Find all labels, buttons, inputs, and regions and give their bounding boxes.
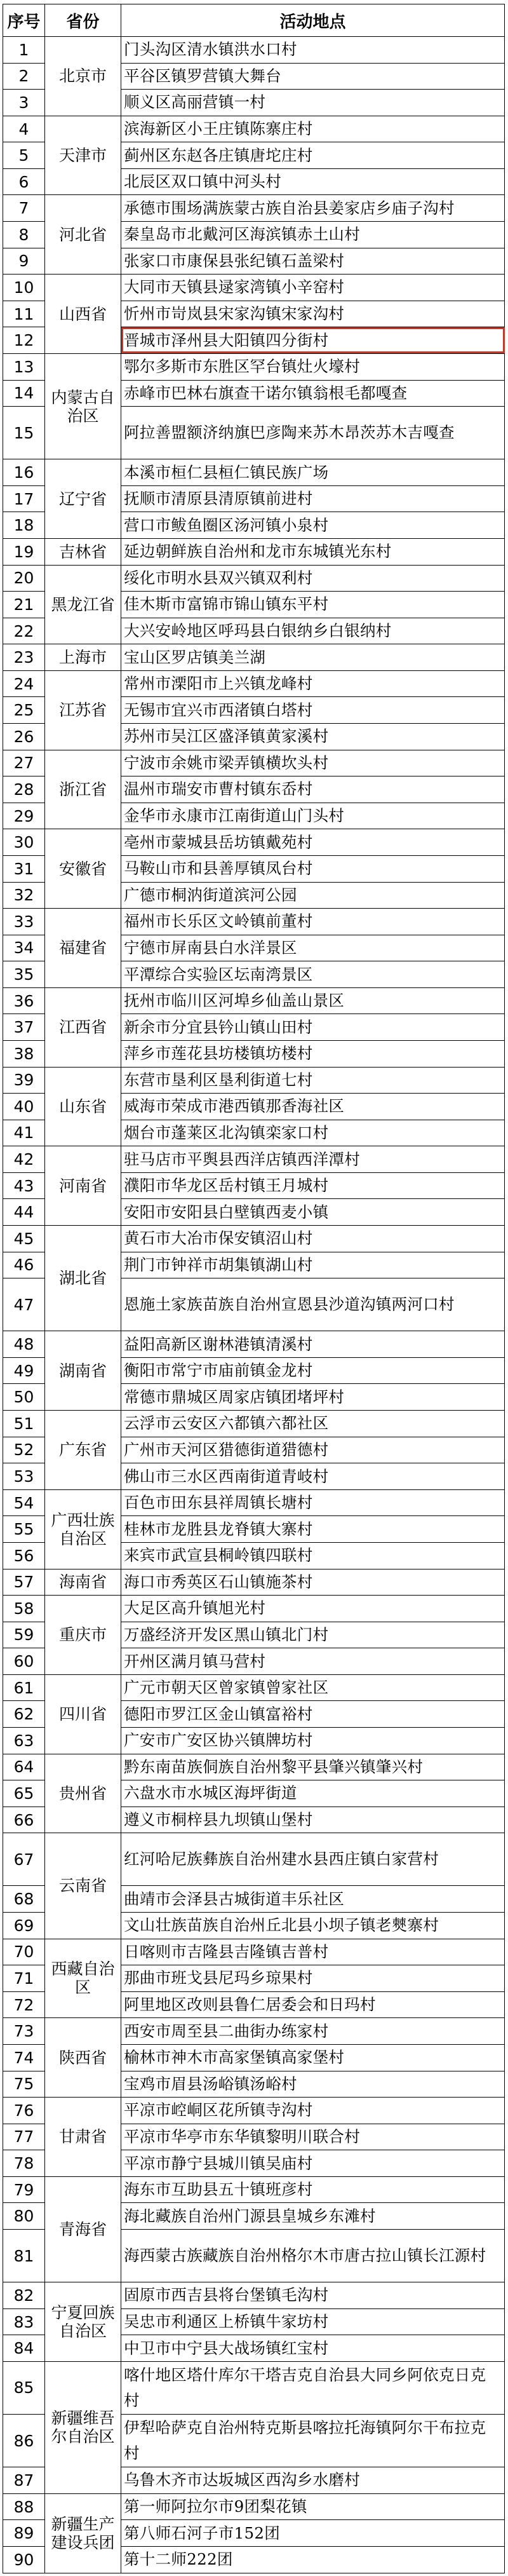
location-cell: 六盘水市水城区海坪街道 — [121, 1780, 505, 1807]
row-number: 37 — [3, 1014, 45, 1041]
table-row — [3, 750, 505, 776]
row-number: 77 — [3, 2124, 45, 2150]
location-cell: 马鞍山市和县善厚镇凤台村 — [121, 855, 505, 882]
location-cell: 大足区高升镇旭光村 — [121, 1596, 505, 1622]
row-number: 51 — [3, 1411, 45, 1437]
table-row — [3, 1596, 505, 1622]
location-cell: 广德市桐汭街道滨河公园 — [121, 882, 505, 909]
row-number: 69 — [3, 1913, 45, 1939]
table-row — [3, 2098, 505, 2124]
row-number: 8 — [3, 222, 45, 248]
location-cell: 亳州市蒙城县岳坊镇戴苑村 — [121, 829, 505, 856]
location-cell: 万盛经济开发区黑山镇北门村 — [121, 1622, 505, 1648]
location-cell: 云浮市云安区六都镇六都社区 — [121, 1411, 505, 1437]
row-number: 66 — [3, 1807, 45, 1833]
location-cell: 金华市永康市江南街道山门头村 — [121, 803, 505, 829]
location-cell: 黄石市大冶市保安镇沼山村 — [121, 1226, 505, 1252]
location-cell: 第八师石河子市152团 — [121, 2520, 505, 2547]
row-number: 29 — [3, 803, 45, 829]
table-row — [3, 1754, 505, 1780]
row-number: 32 — [3, 882, 45, 909]
location-cell: 赤峰市巴林右旗查干诺尔镇翁根毛都嘎查 — [121, 380, 505, 407]
province-cell: 山西省 — [45, 275, 121, 354]
row-number: 35 — [3, 961, 45, 988]
province-cell: 上海市 — [45, 644, 121, 671]
location-cell: 文山壮族苗族自治州丘北县小坝子镇老僰寨村 — [121, 1913, 505, 1939]
row-number: 27 — [3, 750, 45, 776]
table-row — [3, 1569, 505, 1596]
table-row — [3, 565, 505, 592]
row-number: 49 — [3, 1357, 45, 1384]
table-row — [3, 37, 505, 64]
row-number: 67 — [3, 1833, 45, 1886]
location-cell: 乌鲁木齐市达坂城区西沟乡水磨村 — [121, 2467, 505, 2494]
location-cell: 大兴安岭地区呼玛县白银纳乡白银纳村 — [121, 618, 505, 644]
row-number: 50 — [3, 1384, 45, 1411]
province-cell: 吉林省 — [45, 538, 121, 565]
location-cell: 阿里地区改则县鲁仁居委会和日玛村 — [121, 1991, 505, 2018]
row-number: 44 — [3, 1199, 45, 1226]
province-cell: 辽宁省 — [45, 459, 121, 539]
location-cell: 绥化市明水县双兴镇双利村 — [121, 565, 505, 592]
location-cell: 安阳市安阳县白壁镇西麦小镇 — [121, 1199, 505, 1226]
table-row — [3, 987, 505, 1014]
location-cell: 曲靖市会泽县古城街道丰乐社区 — [121, 1886, 505, 1913]
row-number: 75 — [3, 2071, 45, 2098]
table-row — [3, 116, 505, 142]
row-number: 60 — [3, 1648, 45, 1675]
row-number: 36 — [3, 987, 45, 1014]
table-row — [3, 1226, 505, 1252]
row-number: 9 — [3, 248, 45, 275]
location-cell-highlighted: 晋城市泽州县大阳镇四分街村 — [121, 327, 505, 354]
location-cell: 海西蒙古族藏族自治州格尔木市唐古拉山镇长江源村 — [121, 2229, 505, 2282]
row-number: 71 — [3, 1965, 45, 1992]
row-number: 56 — [3, 1542, 45, 1569]
location-cell: 北辰区双口镇中河头村 — [121, 168, 505, 195]
province-cell: 陕西省 — [45, 2018, 121, 2098]
location-cell: 平谷区镇罗营镇大舞台 — [121, 63, 505, 90]
province-cell: 湖北省 — [45, 1226, 121, 1331]
table-row — [3, 2176, 505, 2203]
header-province: 省份 — [45, 4, 121, 37]
row-number: 42 — [3, 1146, 45, 1173]
location-cell: 常德市鼎城区周家店镇团堵坪村 — [121, 1384, 505, 1411]
row-number: 6 — [3, 168, 45, 195]
location-cell: 恩施土家族苗族自治州宣恩县沙道沟镇两河口村 — [121, 1278, 505, 1331]
row-number: 2 — [3, 63, 45, 90]
location-cell: 营口市鲅鱼圈区汤河镇小泉村 — [121, 512, 505, 539]
location-cell: 常州市溧阳市上兴镇龙峰村 — [121, 670, 505, 697]
row-number: 14 — [3, 380, 45, 407]
row-number: 5 — [3, 142, 45, 169]
row-number: 74 — [3, 2044, 45, 2071]
row-number: 47 — [3, 1278, 45, 1331]
row-number: 65 — [3, 1780, 45, 1807]
province-cell: 河南省 — [45, 1146, 121, 1226]
table-row — [3, 195, 505, 222]
location-cell: 益阳高新区谢林港镇清溪村 — [121, 1331, 505, 1358]
location-cell: 海东市互助县五十镇班彦村 — [121, 2176, 505, 2203]
row-number: 28 — [3, 776, 45, 803]
location-cell: 宝山区罗店镇美兰湖 — [121, 644, 505, 671]
location-cell: 门头沟区清水镇洪水口村 — [121, 37, 505, 64]
row-number: 43 — [3, 1172, 45, 1199]
location-cell: 东营市垦利区垦利街道七村 — [121, 1067, 505, 1094]
row-number: 90 — [3, 2546, 45, 2573]
row-number: 54 — [3, 1489, 45, 1516]
location-cell: 第十二师222团 — [121, 2546, 505, 2573]
province-cell: 江苏省 — [45, 670, 121, 750]
table-body — [3, 37, 505, 2573]
location-cell: 来宾市武宣县桐岭镇四联村 — [121, 1542, 505, 1569]
table-row — [3, 909, 505, 935]
row-number: 40 — [3, 1094, 45, 1120]
row-number: 4 — [3, 116, 45, 142]
location-cell: 平潭综合实验区坛南湾景区 — [121, 961, 505, 988]
row-number: 70 — [3, 1939, 45, 1965]
row-number: 11 — [3, 301, 45, 327]
location-cell: 抚顺市清原县清原镇前进村 — [121, 485, 505, 512]
province-cell: 湖南省 — [45, 1331, 121, 1411]
row-number: 53 — [3, 1463, 45, 1490]
table-row — [3, 1331, 505, 1358]
table-row — [3, 1489, 505, 1516]
location-cell: 桂林市龙胜县龙脊镇大寨村 — [121, 1516, 505, 1543]
table-row — [3, 1067, 505, 1094]
province-cell: 安徽省 — [45, 829, 121, 909]
location-cell: 平凉市静宁县城川镇吴庙村 — [121, 2150, 505, 2177]
location-cell: 忻州市岢岚县宋家沟镇宋家沟村 — [121, 301, 505, 327]
location-cell: 海北藏族自治州门源县皇城乡东滩村 — [121, 2203, 505, 2230]
province-cell: 新疆维吾尔自治区 — [45, 2361, 121, 2493]
location-cell: 开州区满月镇马营村 — [121, 1648, 505, 1675]
table-row — [3, 275, 505, 301]
row-number: 19 — [3, 538, 45, 565]
row-number: 33 — [3, 909, 45, 935]
row-number: 22 — [3, 618, 45, 644]
header-location: 活动地点 — [121, 4, 505, 37]
location-cell: 蓟州区东赵各庄镇唐坨庄村 — [121, 142, 505, 169]
table-row — [3, 1674, 505, 1701]
province-cell: 浙江省 — [45, 750, 121, 829]
location-cell: 本溪市桓仁县桓仁镇民族广场 — [121, 459, 505, 486]
row-number: 16 — [3, 459, 45, 486]
row-number: 85 — [3, 2361, 45, 2414]
row-number: 86 — [3, 2415, 45, 2467]
table-row — [3, 2018, 505, 2045]
location-cell: 那曲市班戈县尼玛乡琼果村 — [121, 1965, 505, 1992]
row-number: 1 — [3, 37, 45, 64]
location-cell: 驻马店市平舆县西洋店镇西洋潭村 — [121, 1146, 505, 1173]
row-number: 18 — [3, 512, 45, 539]
location-cell: 吴忠市利通区上桥镇牛家坊村 — [121, 2308, 505, 2335]
location-cell: 固原市西吉县将台堡镇毛沟村 — [121, 2282, 505, 2309]
row-number: 20 — [3, 565, 45, 592]
table-row — [3, 1411, 505, 1437]
province-cell: 新疆生产建设兵团 — [45, 2493, 121, 2573]
location-cell: 威海市荣成市港西镇那香海社区 — [121, 1094, 505, 1120]
location-cell: 濮阳市华龙区岳村镇王月城村 — [121, 1172, 505, 1199]
location-cell: 秦皇岛市北戴河区海滨镇赤土山村 — [121, 222, 505, 248]
province-cell: 福建省 — [45, 909, 121, 988]
location-cell: 中卫市中宁县大战场镇红宝村 — [121, 2335, 505, 2362]
location-cell: 温州市瑞安市曹村镇东岙村 — [121, 776, 505, 803]
location-cell: 喀什地区塔什库尔干塔吉克自治县大同乡阿依克日克村 — [121, 2361, 505, 2414]
table-row — [3, 670, 505, 697]
row-number: 38 — [3, 1040, 45, 1067]
row-number: 31 — [3, 855, 45, 882]
location-cell: 衡阳市常宁市庙前镇金龙村 — [121, 1357, 505, 1384]
row-number: 64 — [3, 1754, 45, 1780]
row-number: 3 — [3, 90, 45, 116]
location-cell: 滨海新区小王庄镇陈寨庄村 — [121, 116, 505, 142]
province-cell: 天津市 — [45, 116, 121, 195]
table-row — [3, 644, 505, 671]
table-row — [3, 2361, 505, 2414]
location-cell: 大同市天镇县逯家湾镇小辛窑村 — [121, 275, 505, 301]
row-number: 84 — [3, 2335, 45, 2362]
table-row — [3, 2493, 505, 2520]
row-number: 12 — [3, 327, 45, 354]
province-cell: 青海省 — [45, 2176, 121, 2282]
location-cell: 黔东南苗族侗族自治州黎平县肇兴镇肇兴村 — [121, 1754, 505, 1780]
location-cell: 抚州市临川区河埠乡仙盖山景区 — [121, 987, 505, 1014]
location-cell: 福州市长乐区文岭镇前董村 — [121, 909, 505, 935]
row-number: 63 — [3, 1728, 45, 1754]
row-number: 72 — [3, 1991, 45, 2018]
location-cell: 宁德市屏南县白水洋景区 — [121, 935, 505, 961]
location-cell: 伊犁哈萨克自治州特克斯县喀拉托海镇阿尔干布拉克村 — [121, 2415, 505, 2467]
location-cell: 红河哈尼族彝族自治州建水县西庄镇白家营村 — [121, 1833, 505, 1886]
location-cell: 新余市分宜县钤山镇山田村 — [121, 1014, 505, 1041]
location-cell: 顺义区高丽营镇一村 — [121, 90, 505, 116]
province-cell: 云南省 — [45, 1833, 121, 1939]
row-number: 76 — [3, 2098, 45, 2124]
row-number: 41 — [3, 1120, 45, 1146]
row-number: 88 — [3, 2493, 45, 2520]
location-cell: 平凉市华亭市东华镇黎明川联合村 — [121, 2124, 505, 2150]
location-cell: 阿拉善盟额济纳旗巴彦陶来苏木昂茨苏木吉嘎查 — [121, 407, 505, 459]
row-number: 10 — [3, 275, 45, 301]
row-number: 79 — [3, 2176, 45, 2203]
table-row — [3, 1146, 505, 1173]
location-cell: 宁波市余姚市梁弄镇横坎头村 — [121, 750, 505, 776]
table-row — [3, 829, 505, 856]
row-number: 34 — [3, 935, 45, 961]
row-number: 61 — [3, 1674, 45, 1701]
header-no: 序号 — [3, 4, 45, 37]
province-cell: 贵州省 — [45, 1754, 121, 1833]
row-number: 17 — [3, 485, 45, 512]
row-number: 39 — [3, 1067, 45, 1094]
row-number: 23 — [3, 644, 45, 671]
row-number: 78 — [3, 2150, 45, 2177]
province-cell: 四川省 — [45, 1674, 121, 1754]
location-cell: 榆林市神木市高家堡镇高家堡村 — [121, 2044, 505, 2071]
row-number: 26 — [3, 724, 45, 750]
row-number: 15 — [3, 407, 45, 459]
province-cell: 广东省 — [45, 1411, 121, 1490]
row-number: 68 — [3, 1886, 45, 1913]
province-cell: 广西壮族自治区 — [45, 1489, 121, 1569]
province-cell: 江西省 — [45, 987, 121, 1067]
row-number: 48 — [3, 1331, 45, 1358]
province-cell: 内蒙古自治区 — [45, 353, 121, 459]
activity-location-table — [3, 4, 505, 2573]
location-cell: 佛山市三水区西南街道青岐村 — [121, 1463, 505, 1490]
row-number: 7 — [3, 195, 45, 222]
row-number: 62 — [3, 1701, 45, 1728]
row-number: 80 — [3, 2203, 45, 2230]
location-cell: 西安市周至县二曲街办练家村 — [121, 2018, 505, 2045]
row-number: 21 — [3, 592, 45, 618]
row-number: 83 — [3, 2308, 45, 2335]
location-cell: 张家口市康保县张纪镇石盖梁村 — [121, 248, 505, 275]
table-row — [3, 538, 505, 565]
location-cell: 百色市田东县祥周镇长塘村 — [121, 1489, 505, 1516]
row-number: 55 — [3, 1516, 45, 1543]
province-cell: 重庆市 — [45, 1596, 121, 1675]
location-cell: 鄂尔多斯市东胜区罕台镇灶火壕村 — [121, 353, 505, 380]
location-cell: 第一师阿拉尔市9团梨花镇 — [121, 2493, 505, 2520]
location-cell: 承德市围场满族蒙古族自治县姜家店乡庙子沟村 — [121, 195, 505, 222]
location-cell: 苏州市吴江区盛泽镇黄家溪村 — [121, 724, 505, 750]
location-cell: 延边朝鲜族自治州和龙市东城镇光东村 — [121, 538, 505, 565]
location-cell: 广元市朝天区曾家镇曾家社区 — [121, 1674, 505, 1701]
row-number: 57 — [3, 1569, 45, 1596]
table-row — [3, 459, 505, 486]
row-number: 24 — [3, 670, 45, 697]
row-number: 82 — [3, 2282, 45, 2309]
table-row — [3, 2282, 505, 2309]
location-cell: 佳木斯市富锦市锦山镇东平村 — [121, 592, 505, 618]
province-cell: 宁夏回族自治区 — [45, 2282, 121, 2362]
province-cell: 山东省 — [45, 1067, 121, 1146]
location-cell: 宝鸡市眉县汤峪镇汤峪村 — [121, 2071, 505, 2098]
province-cell: 西藏自治区 — [45, 1939, 121, 2018]
row-number: 45 — [3, 1226, 45, 1252]
header-row — [3, 4, 505, 37]
province-cell: 甘肃省 — [45, 2098, 121, 2177]
table-row — [3, 1833, 505, 1886]
location-cell: 荆门市钟祥市胡集镇湖山村 — [121, 1252, 505, 1278]
location-cell: 烟台市蓬莱区北沟镇栾家口村 — [121, 1120, 505, 1146]
row-number: 46 — [3, 1252, 45, 1278]
province-cell: 北京市 — [45, 37, 121, 116]
location-cell: 广安市广安区协兴镇牌坊村 — [121, 1728, 505, 1754]
row-number: 13 — [3, 353, 45, 380]
location-cell: 广州市天河区猎德街道猎德村 — [121, 1437, 505, 1463]
row-number: 89 — [3, 2520, 45, 2547]
province-cell: 河北省 — [45, 195, 121, 275]
location-cell: 无锡市宜兴市西渚镇白塔村 — [121, 697, 505, 724]
row-number: 58 — [3, 1596, 45, 1622]
location-cell: 遵义市桐梓县九坝镇山堡村 — [121, 1807, 505, 1833]
location-cell: 海口市秀英区石山镇施茶村 — [121, 1569, 505, 1596]
row-number: 52 — [3, 1437, 45, 1463]
row-number: 87 — [3, 2467, 45, 2494]
location-cell: 平凉市崆峒区花所镇寺沟村 — [121, 2098, 505, 2124]
location-cell: 萍乡市莲花县坊楼镇坊楼村 — [121, 1040, 505, 1067]
table-row — [3, 353, 505, 380]
row-number: 59 — [3, 1622, 45, 1648]
province-cell: 海南省 — [45, 1569, 121, 1596]
row-number: 73 — [3, 2018, 45, 2045]
row-number: 25 — [3, 697, 45, 724]
location-cell: 德阳市罗江区金山镇富裕村 — [121, 1701, 505, 1728]
row-number: 81 — [3, 2229, 45, 2282]
row-number: 30 — [3, 829, 45, 856]
province-cell: 黑龙江省 — [45, 565, 121, 644]
table-row — [3, 1939, 505, 1965]
location-cell: 日喀则市吉隆县吉隆镇吉普村 — [121, 1939, 505, 1965]
